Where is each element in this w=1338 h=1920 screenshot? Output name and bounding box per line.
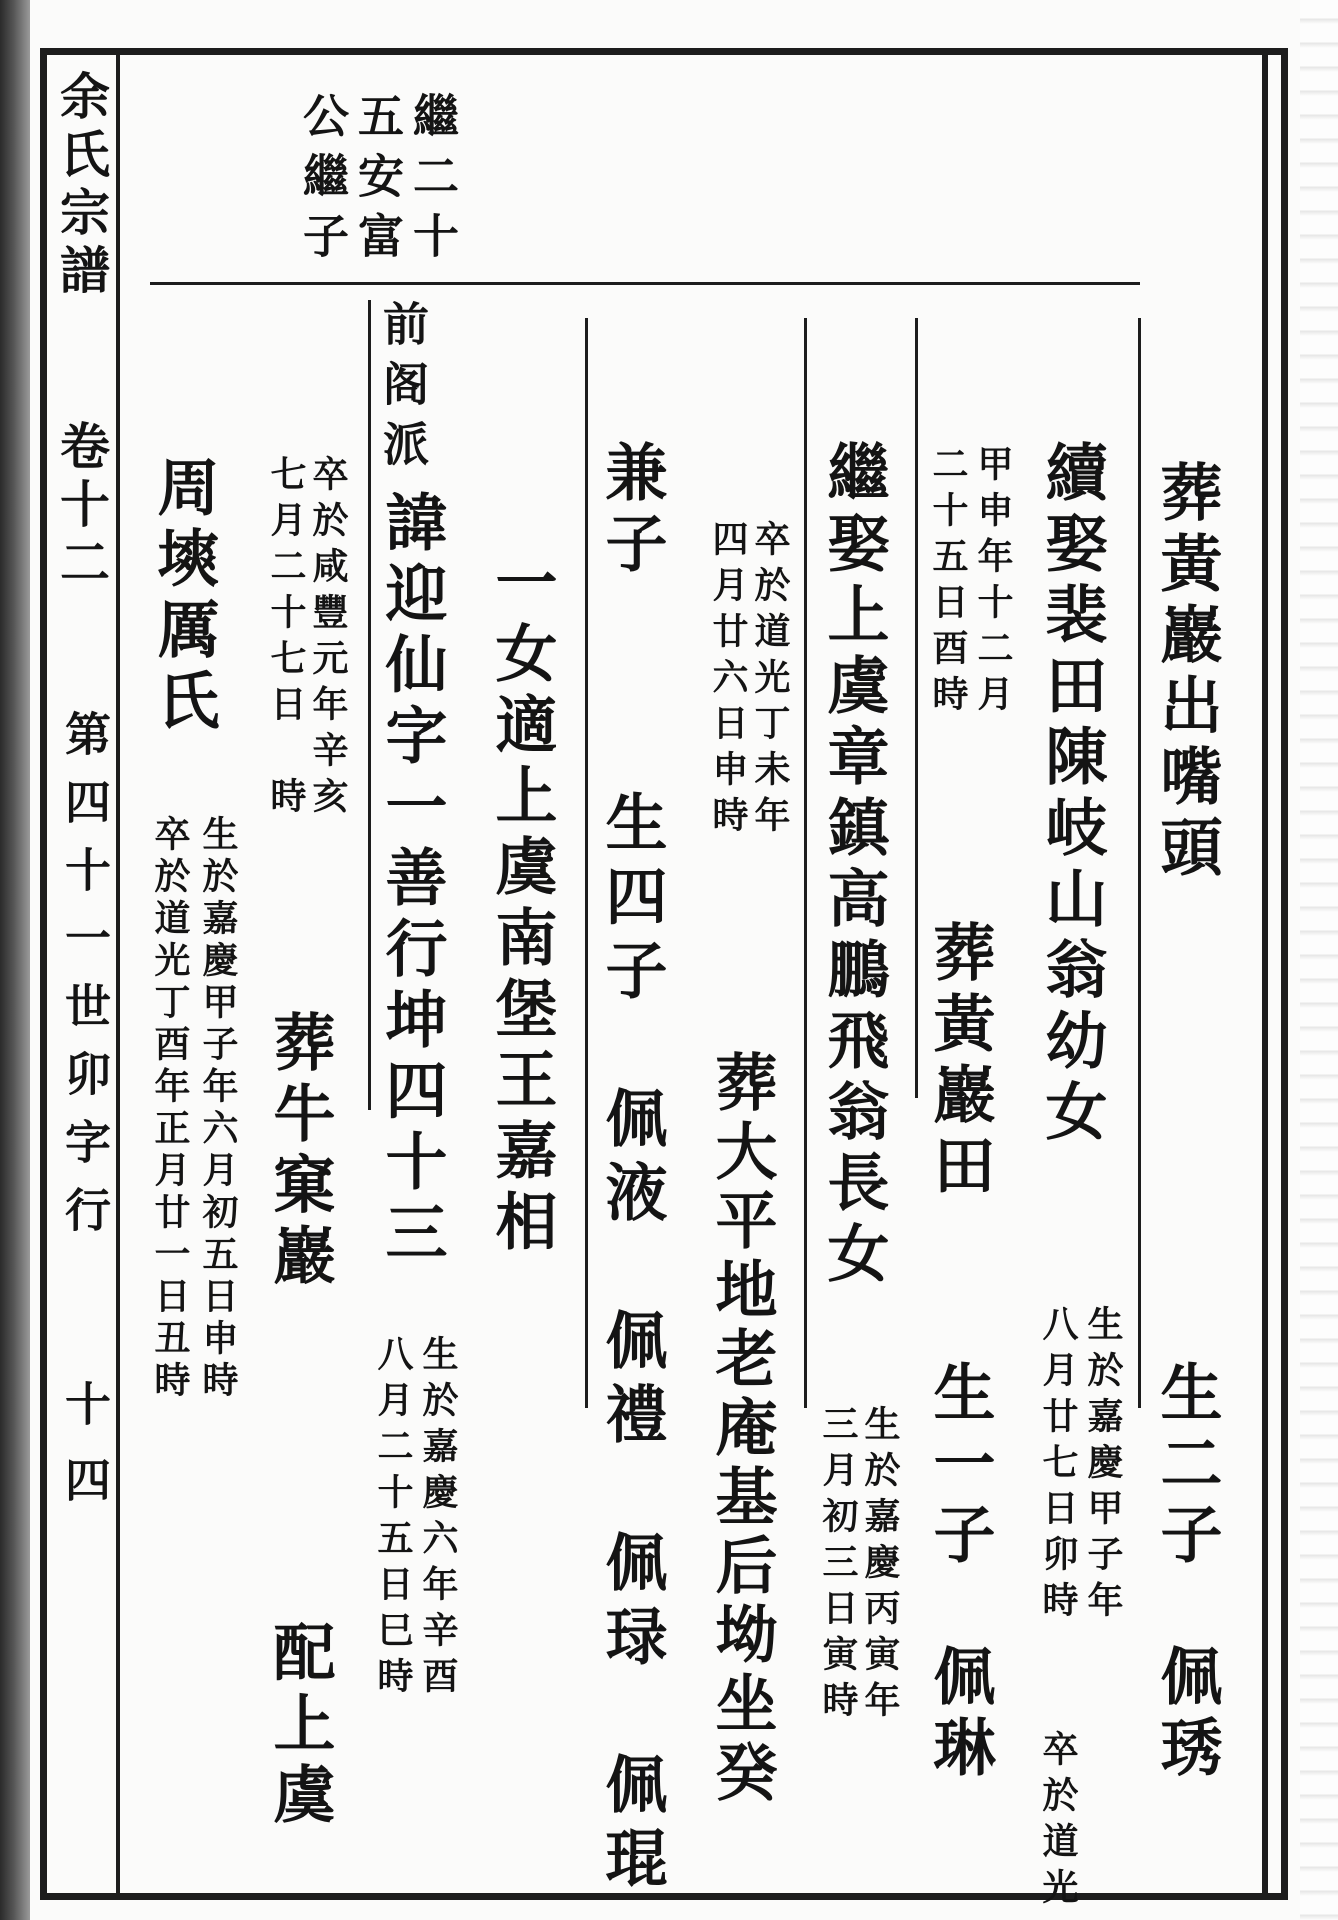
birth-date-2: 三月初三日寅時 bbox=[817, 1405, 859, 1727]
header-line-1: 繼二十 bbox=[406, 92, 460, 272]
death-date: 卒於道光丁未年 bbox=[749, 520, 791, 842]
death-date-2: 二十五日酉時 bbox=[927, 445, 969, 721]
volume-label: 卷十二 bbox=[52, 420, 111, 594]
book-title: 余氏宗譜 bbox=[52, 70, 111, 302]
sons: 生二子 佩琇 bbox=[1150, 1360, 1223, 1786]
frame-inner-line bbox=[1262, 48, 1268, 1900]
birth-date: 生於嘉慶六年辛酉 bbox=[417, 1335, 459, 1703]
generation-label: 第四十一世卯字行 bbox=[58, 710, 112, 1254]
sons: 生一子 佩琳 bbox=[923, 1360, 996, 1786]
spouse-name: 周塽厲氏 bbox=[147, 455, 220, 739]
branch-line bbox=[368, 300, 371, 1110]
burial-place: 葬大平地老庵基后坳坐癸 bbox=[705, 1050, 778, 1809]
book-spine bbox=[0, 0, 30, 1920]
branch-line bbox=[804, 318, 807, 1408]
death-date-2: 四月廿六日申時 bbox=[707, 520, 749, 842]
sons: 生四子 佩液 佩禮 佩琭 佩琨 bbox=[595, 790, 668, 1900]
page-number: 十四 bbox=[58, 1380, 112, 1532]
branch-line bbox=[915, 318, 918, 1098]
burial-place: 葬黃巖田 bbox=[923, 920, 996, 1204]
birth-date-2: 八月二十五日巳時 bbox=[372, 1335, 414, 1703]
birth-date: 生於嘉慶甲子年 bbox=[1082, 1305, 1124, 1627]
death-date: 甲申年十二月 bbox=[972, 445, 1014, 721]
death-date: 卒於咸豐元年辛亥 bbox=[307, 455, 349, 823]
header-rule bbox=[150, 282, 1140, 285]
birth-date: 生於嘉慶丙寅年 bbox=[859, 1405, 901, 1727]
death-date-2: 七月二十七日 時 bbox=[265, 455, 307, 823]
person-name: 諱迎仙字一善行坤四十三 bbox=[375, 490, 448, 1271]
adoption-note: 兼子 bbox=[595, 440, 668, 582]
spouse-origin: 配上虞 bbox=[263, 1620, 336, 1833]
header-line-2: 五安富 bbox=[351, 92, 405, 272]
daughter-entry: 一女適上虞南堡王嘉相 bbox=[485, 550, 558, 1260]
burial-place: 葬黃巖出嘴頭 bbox=[1150, 460, 1223, 886]
branch-line bbox=[585, 318, 588, 1408]
branch-line bbox=[1138, 318, 1141, 1408]
spouse-entry: 繼娶上虞章鎮高鵬飛翁長女 bbox=[817, 440, 890, 1292]
death-date: 卒於道光丁酉年正月廿一日丑時 bbox=[149, 815, 191, 1403]
header-line-3: 公繼子 bbox=[296, 92, 350, 272]
burial-place: 葬牛窠巖 bbox=[263, 1010, 336, 1294]
death-date: 卒於道光 bbox=[1037, 1730, 1079, 1914]
spouse-entry: 續娶裴田陳岐山翁幼女 bbox=[1035, 440, 1108, 1150]
birth-date-2: 八月廿七日卯時 bbox=[1037, 1305, 1079, 1627]
birth-date: 生於嘉慶甲子年六月初五日申時 bbox=[197, 815, 239, 1403]
scan-edge bbox=[1300, 0, 1338, 1920]
lineage-branch: 前阁派 bbox=[376, 300, 430, 480]
